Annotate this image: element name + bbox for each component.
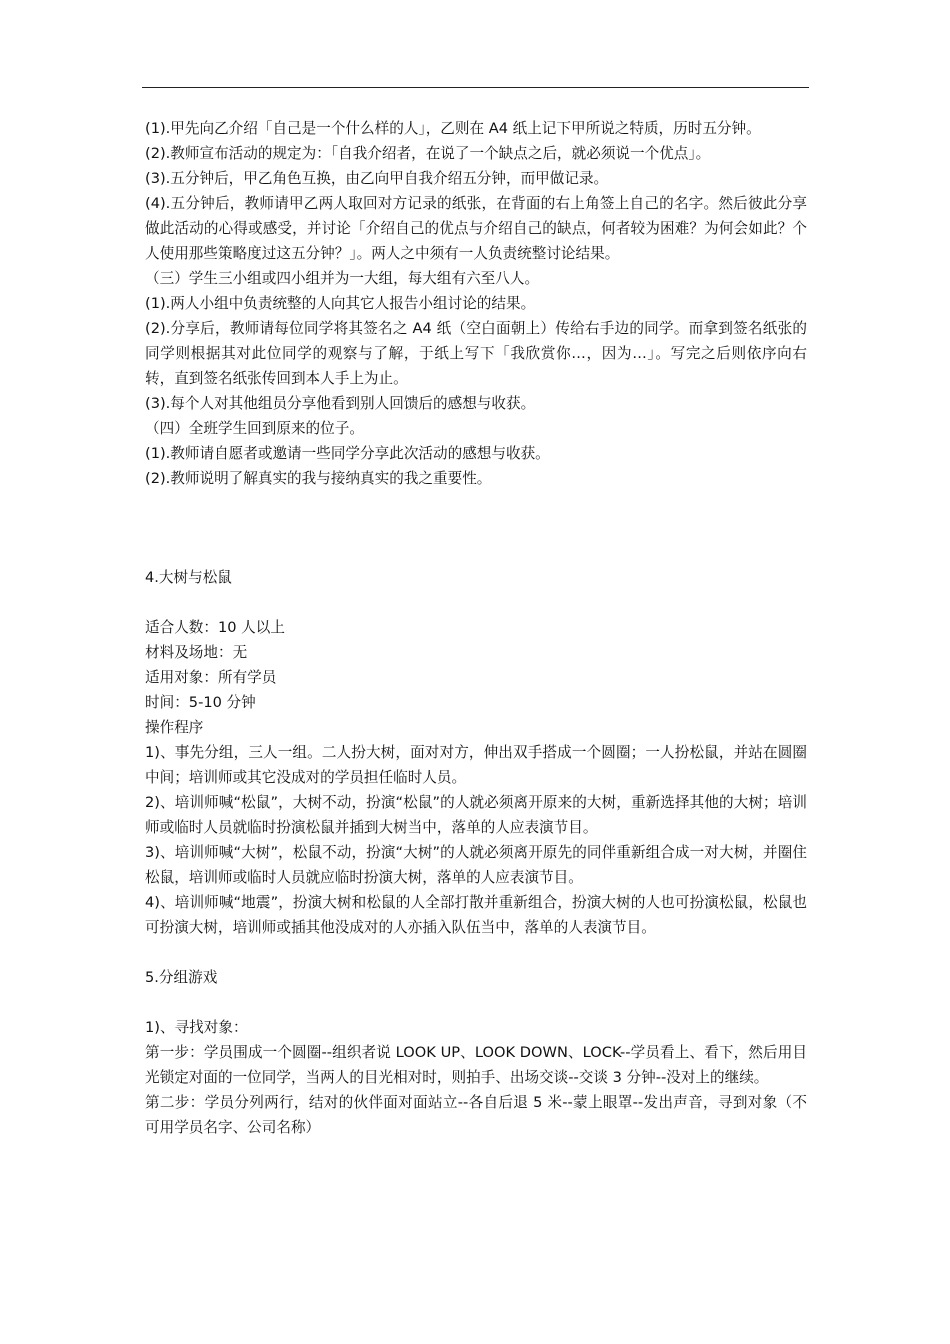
sub-heading: 1)、寻找对象： (145, 1019, 248, 1036)
paragraph: 1)、事先分组，三人一组。二人扮大树，面对对方，伸出双手搭成一个圆圈；一人扮松鼠，并站在圆圈中间；培训师或其它没成对的学员担任临时人员。 (145, 744, 807, 786)
paragraph: 4)、培训师喊“地震”，扮演大树和松鼠的人全部打散并重新组合，扮演大树的人也可扮演松鼠，松鼠也可扮演大树，培训师或插其他没成对的人亦插入队伍当中，落单的人表演节目。 (145, 894, 807, 936)
paragraph: (2).分享后，教师请每位同学将其签名之 A4 纸（空白面朝上）传给右手边的同学。而拿到签名纸张的同学则根据其对此位同学的观察与了解，于纸上写下「我欣赏你…，因为…」。写完之后则依序向右转，直到签名纸张传回到本人手上为止。 (145, 320, 807, 387)
info-materials: 材料及场地：无 (145, 644, 248, 661)
paragraph: (3).五分钟后，甲乙角色互换，由乙向甲自我介绍五分钟，而甲做记录。 (145, 170, 609, 187)
document-body (145, 116, 807, 1140)
step-heading: （三）学生三小组或四小组并为一大组，每大组有六至八人。 (145, 270, 540, 287)
step-heading: （四）全班学生回到原来的位子。 (145, 420, 364, 437)
info-audience: 适用对象：所有学员 (145, 669, 277, 686)
paragraph: (1).教师请自愿者或邀请一些同学分享此次活动的感想与收获。 (145, 445, 550, 462)
paragraph: (2).教师宣布活动的规定为：「自我介绍者，在说了一个缺点之后，就必须说一个优点」。 (145, 145, 711, 162)
paragraph: 第二步：学员分列两行，结对的伙伴面对面站立--各自后退 5 米--蒙上眼罩--发出声音，寻到对象（不可用学员名字、公司名称） (145, 1094, 807, 1136)
procedure-heading: 操作程序 (145, 719, 204, 736)
paragraph: 第一步：学员围成一个圆圈--组织者说 LOOK UP、LOOK DOWN、LOCK--学员看上、看下，然后用目光锁定对面的一位同学，当两人的目光相对时，则拍手、出场交谈--交谈 3 分钟--没对上的继续。 (145, 1044, 807, 1086)
paragraph: (3).每个人对其他组员分享他看到别人回馈后的感想与收获。 (145, 395, 536, 412)
info-people: 适合人数：10 人以上 (145, 619, 285, 636)
paragraph: 3)、培训师喊“大树”，松鼠不动，扮演“大树”的人就必须离开原先的同伴重新组合成一对大树，并圈住松鼠，培训师或临时人员就应临时扮演大树，落单的人应表演节目。 (145, 844, 807, 886)
paragraph: (4).五分钟后，教师请甲乙两人取回对方记录的纸张，在背面的右上角签上自己的名字。然后彼此分享做此活动的心得或感受，并讨论「介绍自己的优点与介绍自己的缺点，何者较为困难？为何会如此？个人使用那些策略度过这五分钟？」。两人之中须有一人负责统整讨论结果。 (145, 195, 807, 262)
header-rule (142, 87, 809, 88)
paragraph: 2)、培训师喊“松鼠”，大树不动，扮演“松鼠”的人就必须离开原来的大树，重新选择其他的大树；培训师或临时人员就临时扮演松鼠并插到大树当中，落单的人应表演节目。 (145, 794, 807, 836)
info-time: 时间：5-10 分钟 (145, 694, 256, 711)
section-title: 5.分组游戏 (145, 969, 218, 986)
section-title: 4.大树与松鼠 (145, 569, 232, 586)
paragraph: (2).教师说明了解真实的我与接纳真实的我之重要性。 (145, 470, 492, 487)
paragraph: (1).两人小组中负责统整的人向其它人报告小组讨论的结果。 (145, 295, 536, 312)
paragraph: (1).甲先向乙介绍「自己是一个什么样的人」，乙则在 A4 纸上记下甲所说之特质，历时五分钟。 (145, 120, 761, 137)
